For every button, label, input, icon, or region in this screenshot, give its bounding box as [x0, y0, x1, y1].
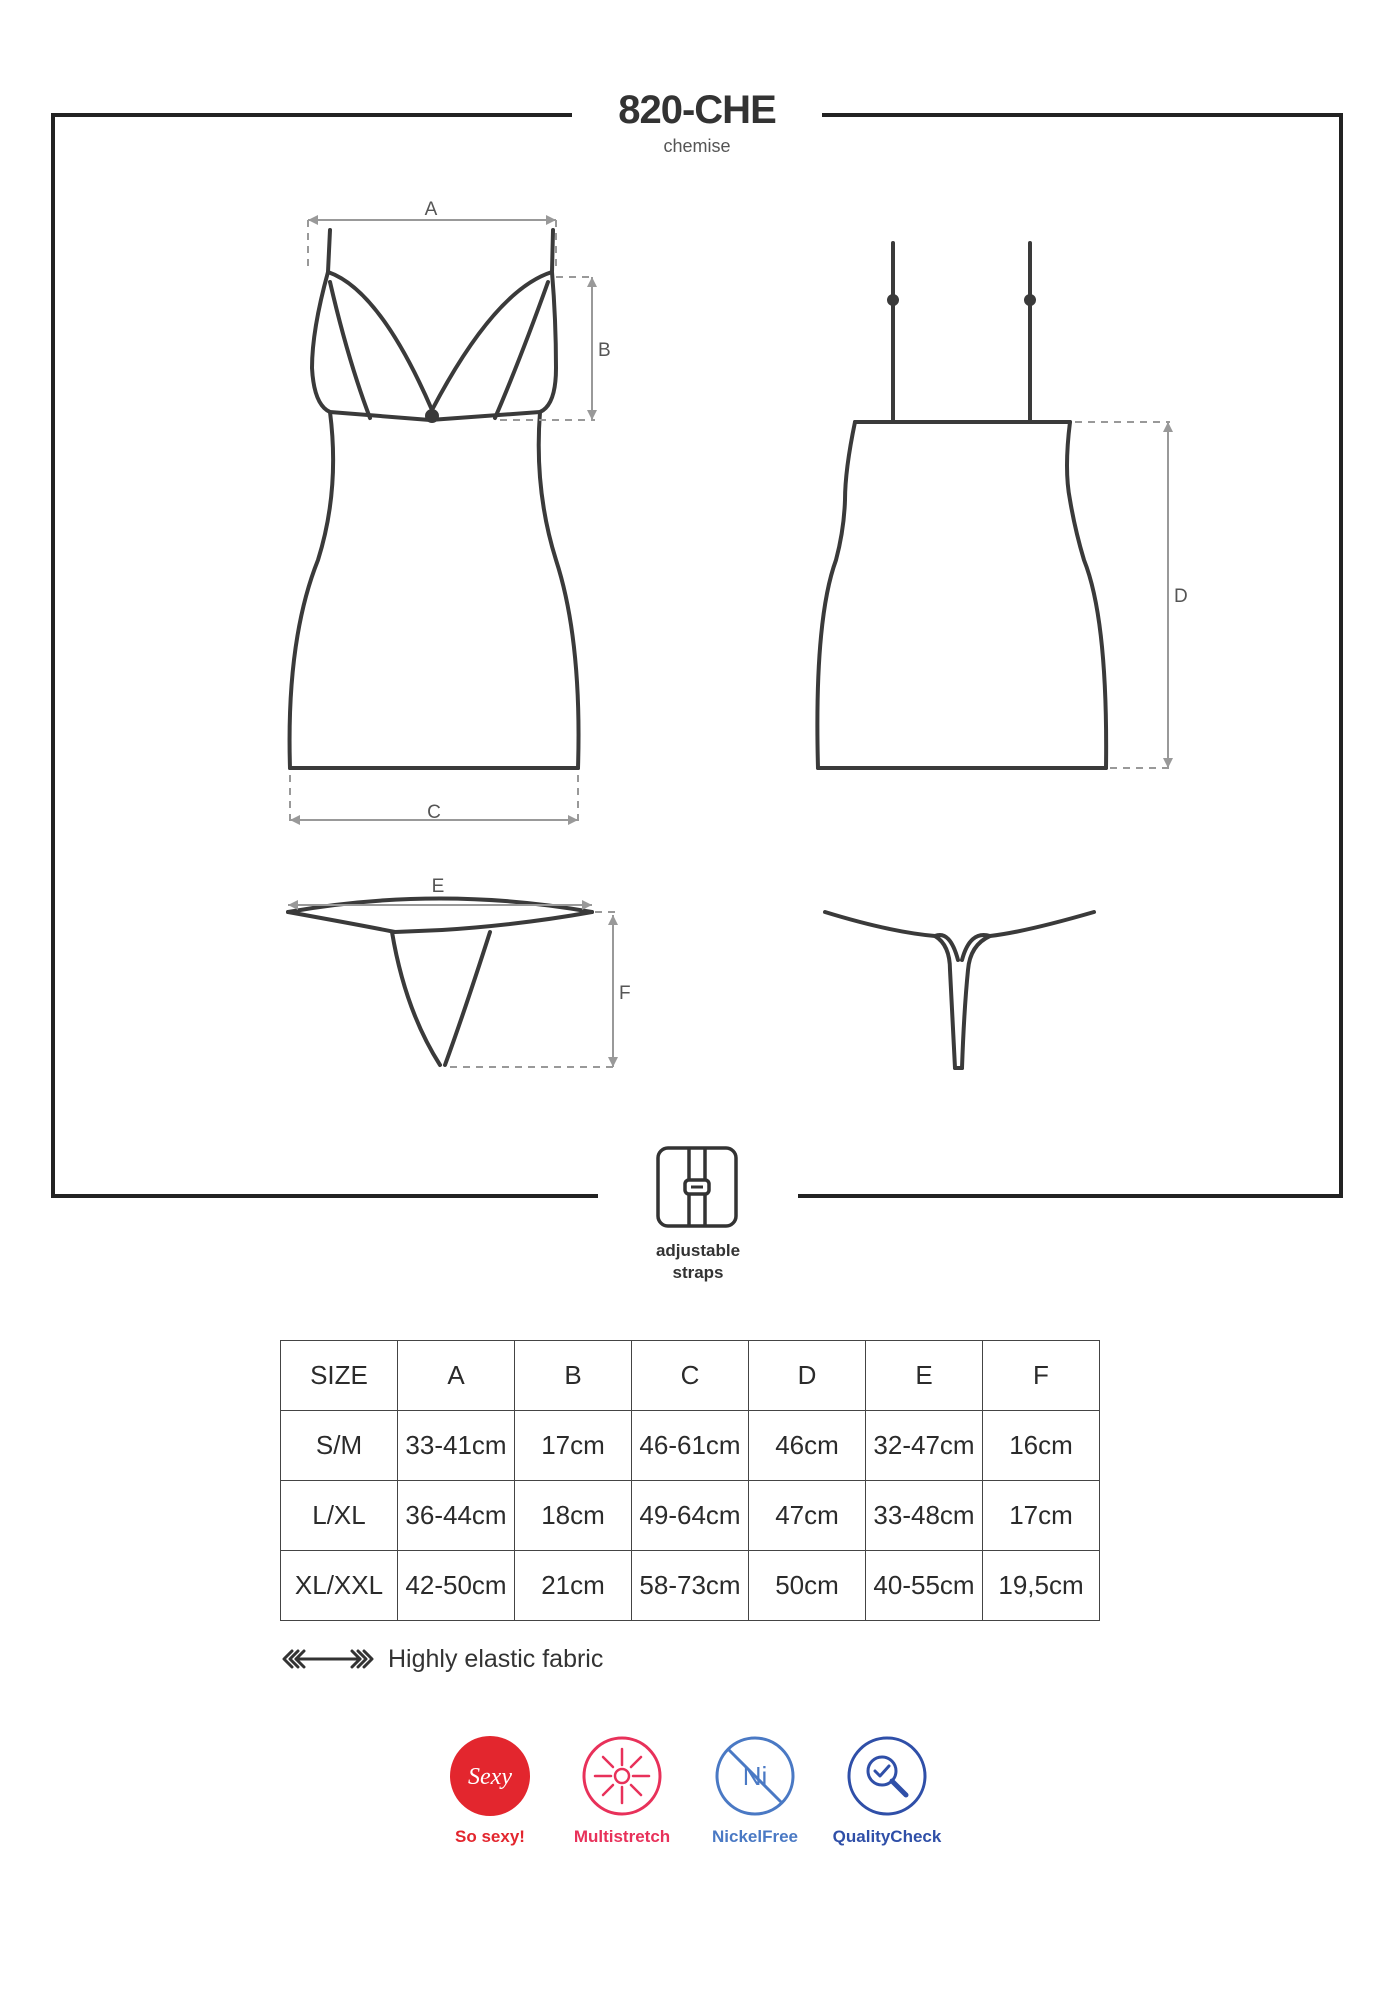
- table-cell: 32-47cm: [866, 1411, 983, 1481]
- table-cell: 40-55cm: [866, 1551, 983, 1621]
- adjustable-strap-icon: [655, 1145, 739, 1229]
- dim-label-c: C: [427, 802, 441, 823]
- model-number: 820-CHE: [618, 88, 776, 132]
- table-header-row: [281, 1341, 1100, 1411]
- feature-line-1: adjustable: [655, 1241, 741, 1260]
- table-cell: 46cm: [749, 1411, 866, 1481]
- table-cell: 58-73cm: [632, 1551, 749, 1621]
- dim-label-f: F: [619, 983, 631, 1004]
- table-header-cell: SIZE: [281, 1341, 398, 1411]
- badge-so-sexy: [425, 1735, 555, 1847]
- table-cell: 42-50cm: [398, 1551, 515, 1621]
- feature-line-2: straps: [672, 1263, 724, 1282]
- table-cell: 49-64cm: [632, 1481, 749, 1551]
- table-cell: 19,5cm: [983, 1551, 1100, 1621]
- table-cell: 50cm: [749, 1551, 866, 1621]
- table-cell: S/M: [281, 1411, 398, 1481]
- table-row: [281, 1551, 1100, 1621]
- thong-front-drawing: [288, 899, 592, 1066]
- dim-label-d: D: [1174, 586, 1188, 607]
- quality-check-icon: [846, 1735, 928, 1817]
- nickel-free-icon: [714, 1735, 796, 1817]
- table-header-cell: B: [515, 1341, 632, 1411]
- table-cell: 21cm: [515, 1551, 632, 1621]
- badge-quality-check: [822, 1735, 952, 1847]
- nickel-icon-text: Ni: [742, 1761, 768, 1791]
- dim-label-b: B: [598, 340, 611, 361]
- badge-label: Multistretch: [573, 1827, 671, 1846]
- chemise-back-drawing: [817, 243, 1106, 768]
- sexy-icon-text: Sexy: [468, 1764, 512, 1790]
- multistretch-icon: [581, 1735, 663, 1817]
- elastic-fabric-label: Highly elastic fabric: [388, 1644, 604, 1673]
- table-cell: L/XL: [281, 1481, 398, 1551]
- adjustable-straps-label: [608, 1240, 788, 1284]
- badge-label: NickelFree: [712, 1827, 798, 1846]
- badge-multistretch: [557, 1735, 687, 1847]
- dim-label-a: A: [424, 199, 438, 220]
- badge-nickel-free: [690, 1735, 820, 1847]
- sexy-icon: [449, 1735, 531, 1817]
- size-table: [280, 1340, 1100, 1621]
- table-cell: 17cm: [515, 1411, 632, 1481]
- table-cell: XL/XXL: [281, 1551, 398, 1621]
- badge-label: QualityCheck: [832, 1827, 942, 1846]
- dim-label-e: E: [431, 876, 445, 897]
- table-cell: 16cm: [983, 1411, 1100, 1481]
- stretch-arrows-icon: [280, 1647, 376, 1671]
- table-header-cell: D: [749, 1341, 866, 1411]
- table-cell: 36-44cm: [398, 1481, 515, 1551]
- table-cell: 18cm: [515, 1481, 632, 1551]
- table-header-cell: F: [983, 1341, 1100, 1411]
- table-cell: 47cm: [749, 1481, 866, 1551]
- table-row: [281, 1411, 1100, 1481]
- table-header-cell: E: [866, 1341, 983, 1411]
- product-type: chemise: [663, 136, 731, 156]
- table-cell: 46-61cm: [632, 1411, 749, 1481]
- table-cell: 17cm: [983, 1481, 1100, 1551]
- table-header-cell: A: [398, 1341, 515, 1411]
- elastic-fabric-note: [280, 1644, 603, 1674]
- table-cell: 33-41cm: [398, 1411, 515, 1481]
- chemise-front-drawing: [290, 230, 579, 768]
- table-header-cell: C: [632, 1341, 749, 1411]
- table-row: [281, 1481, 1100, 1551]
- badge-label: So sexy!: [455, 1827, 525, 1846]
- thong-back-drawing: [825, 912, 1094, 1068]
- table-cell: 33-48cm: [866, 1481, 983, 1551]
